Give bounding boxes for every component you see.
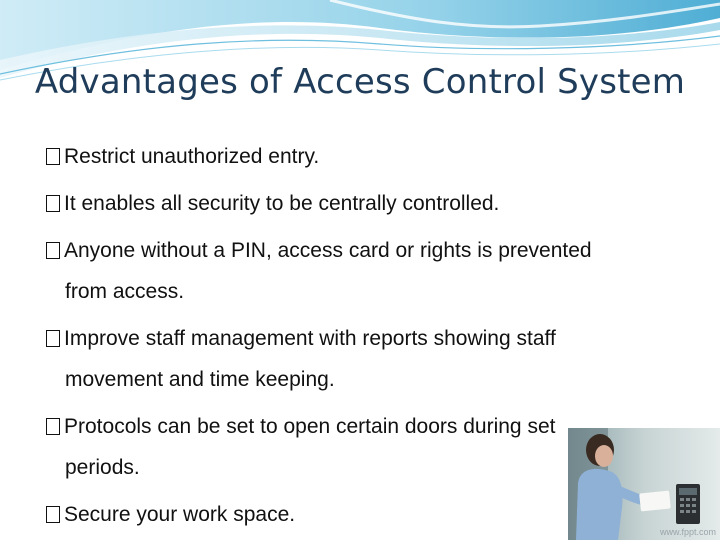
- bullet-text: Protocols can be set to open certain doors during set: [64, 415, 556, 438]
- bullet-item: [46, 494, 295, 535]
- missing-glyph-box-icon: [46, 195, 60, 212]
- bullet-text: It enables all security to be centrally controlled.: [64, 192, 500, 215]
- bullet-item: [46, 183, 499, 224]
- bullet-text: Secure your work space.: [64, 503, 296, 526]
- bullet-item: [46, 406, 555, 447]
- slide-title: Advantages of Access Control System: [34, 62, 686, 102]
- missing-glyph-box-icon: [46, 506, 60, 523]
- access-card-photo: [568, 428, 720, 540]
- bullet-text: Restrict unauthorized entry.: [64, 145, 320, 168]
- bullet-text: Anyone without a PIN, access card or rights is prevented: [64, 239, 592, 262]
- bullet-continuation: movement and time keeping.: [65, 368, 335, 391]
- missing-glyph-box-icon: [46, 418, 60, 435]
- bullet-continuation: periods.: [65, 456, 140, 479]
- bullet-item: [46, 318, 556, 359]
- bullet-continuation: from access.: [65, 280, 185, 303]
- missing-glyph-box-icon: [46, 330, 60, 347]
- bullet-text: Improve staff management with reports showing staff: [64, 327, 556, 350]
- missing-glyph-box-icon: [46, 242, 60, 259]
- photo-watermark: www.fppt.com: [659, 527, 716, 537]
- bullet-item: [46, 136, 319, 177]
- bullet-item: [46, 230, 592, 271]
- missing-glyph-box-icon: [46, 148, 60, 165]
